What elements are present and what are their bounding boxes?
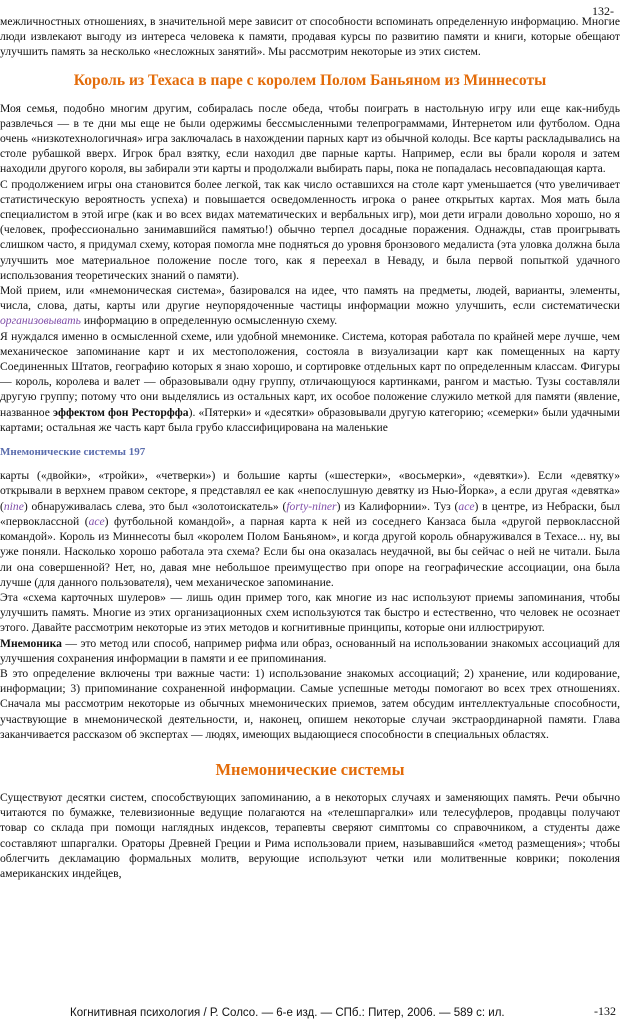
emphasis-organize: организовывать <box>0 314 81 328</box>
section-heading-wrap <box>0 60 620 101</box>
section-heading-wrap <box>0 742 620 790</box>
text-segment: информацию в определенную осмысленную схему. <box>80 314 338 328</box>
text-segment: — это метод или способ, например рифма или образ, основанный на использовании знакомых ассоциаций для улучшения сохранения информации в памяти и ее припоминания. <box>0 636 620 665</box>
text-segment: ) обнаруживалась слева, это был «золотоискатель» ( <box>23 499 287 513</box>
paragraph-three-parts: В это определение включены три важные части: 1) использование знакомых ассоциаций; 2) хранение, или кодирование, информации; 3) припоминание сохраненной информации. Самые успешные методы помогают во всех трех отношениях. Сначала мы рассмотрим некоторые из обычных мнемонических приемов, затем обсудим интеллектуальные способности, участвующие в мнемонической деятельности, и, наконец, опишем некоторые случаи экстраординарной памяти. Глава заканчивается рассказом об экспертах — людях, имеющих выдающиеся способности в специальных областях. <box>0 666 620 741</box>
emphasis-nine: nine <box>3 499 24 513</box>
section-title-mnemonic-systems: Мнемонические системы <box>215 759 405 779</box>
text-segment: ) из Калифорнии». Туз ( <box>336 499 459 513</box>
running-header: Мнемонические системы 197 <box>0 446 146 459</box>
emphasis-ace: ace <box>458 499 475 513</box>
paragraph-mnemonics-definition <box>0 636 620 666</box>
footer-source: Когнитивная психология / Р. Солсо. — 6-е изд. — СПб.: Питер, 2006. — 589 с: ил. <box>70 1007 505 1019</box>
term-mnemonics: Мнемоника <box>0 636 62 650</box>
text-segment: ) футбольной командой», а парная карта к ней из соседнего Канзаса была «другой первоклассной командой». Король из Миннесоты был «королем Полом Баньяном», и когда другой король обнаруживался в Техасе... ну, вы уже поняли. Насколько хорошо работала эта схема? Если бы она оказалась неудачной, вы бы сейчас о ней не читали. Была ли она совершенной? Нет, но, давая мне небольшое преимущество при опоре на географические ассоциации, она была лучше (для данного пользователя), чем механическое запоминание. <box>0 514 620 589</box>
term-von-restorff: эффектом фон Ресторффа <box>53 405 189 419</box>
text-segment: ). «Пятерки» и «десятки» образовывали другую категорию; «семерки» были удачными картами; остальная же часть карт была грубо классифицирована на маленькие <box>0 405 620 434</box>
emphasis-ace: ace <box>88 514 105 528</box>
paragraph-memory-systems: Существуют десятки систем, способствующих запоминанию, а в некоторых случаях и заменяющих память. Речи обычно читаются по бумажке, телевизионные ведущие полагаются на «телешпаргалки» или телесуфлеров, продавцы получают товар со склада при помощи наглядных индексов, терапевты сверяют симптомы со справочником, а студенты даже составляют шпаргалки. Ораторы Древней Греции и Рима использовали прием, называвшийся «метод размещения»; чтобы облегчить декламацию формальных молитв, верующие используют четки или молитвенные коврики; поколения американских индейцев, <box>0 790 620 880</box>
page-number-bottom: -132 <box>594 1004 616 1018</box>
paragraph-game-easier: С продолжением игры она становится более легкой, так как число оставшихся на столе карт уменьшается (что увеличивает статистическую вероятность успеха) и повышается осведомленность игрока о ранее открытых картах. Моя мать была специалистом в этой игре (как и во всех видах математических и вербальных игр), мои дети играли довольно хорошо, но я (человек, профессионально занимавшийся памятью!) обычно терпел досадные поражения. Однажды, став проигрывать слишком часто, я придумал схему, которая помогла мне подняться до уровня бронзового медалиста (эта уловка должна была улучшить мое материальное положение после того, как я переехал в Неваду, и была первой попыткой удачного использования теоретических знаний о памяти). <box>0 177 620 282</box>
section-title-king-texas: Король из Техаса в паре с королем Полом Баньяном из Миннесоты <box>73 71 547 89</box>
intro-paragraph: межличностных отношениях, в значительной мере зависит от способности вспоминать определенную информацию. Многие люди извлекают выгоду из интереса человека к памяти, продавая курсы по развитию памяти и книги, которые обещают улучшить память за несколько «несложных занятий». Мы рассмотрим некоторые из этих систем. <box>0 15 620 59</box>
text-segment: карты («двойки», «тройки», «четверки») и большие карты («шестерки», «восьмерки», «девятки»). Если «девятку» открывали в верхнем правом секторе, я представлял ее как «непослушную девятку из Нью-Йорка», а если другая «девятка» ( <box>0 469 620 513</box>
paragraph-card-sharps: Эта «схема карточных шулеров» — лишь один пример того, как многие из нас используют приемы запоминания, чтобы улучшить память. Многие из этих организационных схем используются так быстро и естественно, что человек не осознает этого. Давайте рассмотрим некоторые из этих методов и когнитивные принципы, которые они иллюстрируют. <box>0 590 620 635</box>
paragraph-mnemonic-system <box>0 283 620 329</box>
page-content <box>0 14 620 881</box>
paragraph-meaningful-scheme <box>0 329 620 435</box>
text-segment: Я нуждался именно в осмысленной схеме, или удобной мнемонике. Система, которая работала по крайней мере лучше, чем механическое запоминание карт и их местоположения, состояла в визуализации карт как помещенных на карту Соединенных Штатов, географию которых я знаю хорошо, и сортировке отдельных карт по определенным классам. Фигуры — король, королева и валет — образовывали одну группу, отличающуюся картинками, рангом и мастью. Тузы составляли другую группу; потому что они выделялись из остальных карт, их особое положение служило меткой для памяти (явление, названное <box>0 329 620 419</box>
text-segment: ) в центре, из Небраски, был «первоклассной ( <box>0 499 620 528</box>
page-number-top: 132- <box>592 4 614 18</box>
text-segment: Мой прием, или «мнемоническая система», базировался на идее, что память на предметы, людей, варианты, элементы, числа, слова, даты, карты или другие неупорядоченные частицы информации можно улучшить, если систематически <box>0 284 620 313</box>
emphasis-forty-niner: forty-niner <box>286 499 337 513</box>
paragraph-cards-map <box>0 468 620 590</box>
paragraph-family-game: Моя семья, подобно многим другим, собиралась после обеда, чтобы поиграть в настольную игру или еще как-нибудь развлечься — в те дни мы еще не были одержимы бессмысленными телепрограммами, Интернетом или футболом. Одна очень «низкотехнологичная» игра заключалась в нахождении парных карт из обычной колоды. Все карты раскладывались на столе рубашкой вверх. Игрок брал взятку, если находил две парные карты. Например, если вы брали короля и затем находили другого короля, вы забирали эти карты и продолжали выбирать пары, пока не попадалась несовпадающая карта. <box>0 101 620 176</box>
